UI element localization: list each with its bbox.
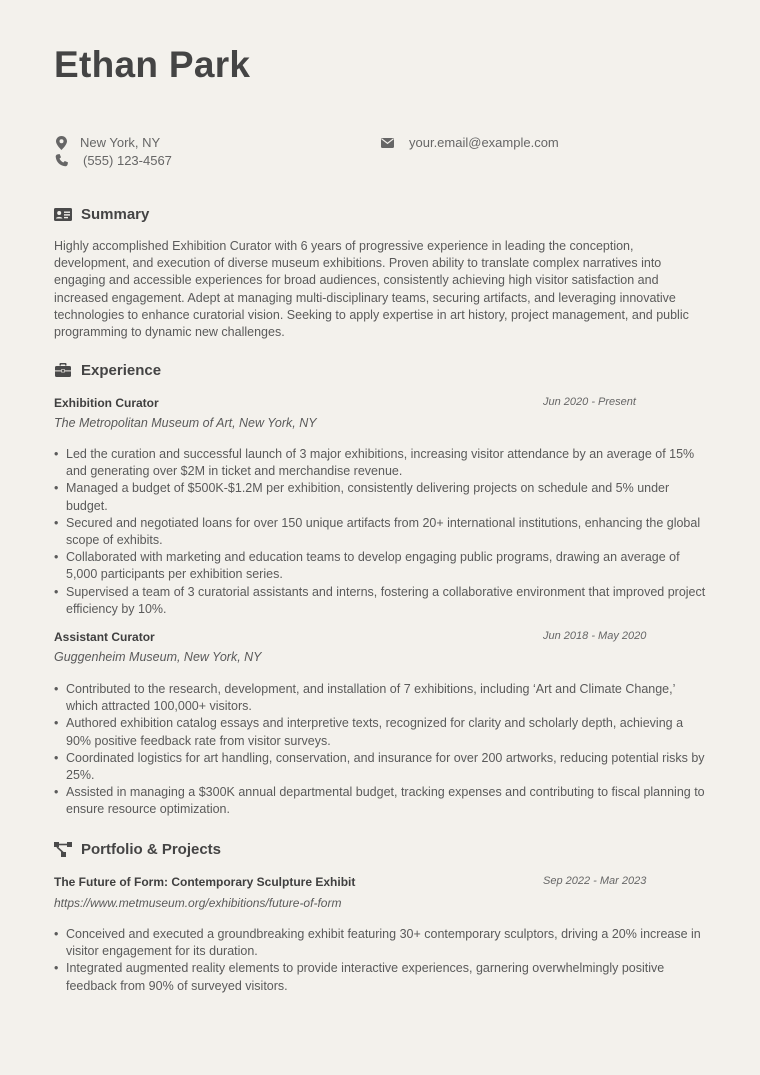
list-item: • Collaborated with marketing and education teams to develop engaging public programs, drawing an average of 5,000 participants per exhibition series. <box>54 549 709 583</box>
briefcase-icon <box>54 361 72 379</box>
list-item: • Conceived and executed a groundbreaking exhibit featuring 30+ contemporary sculptors, driving a 20% increase in visitor engagement for its duration. <box>54 926 709 960</box>
job-dates: Jun 2020 - Present <box>543 396 636 408</box>
job-organization: Guggenheim Museum, New York, NY <box>54 650 262 664</box>
job-title: Exhibition Curator <box>54 396 159 410</box>
location-text: New York, NY <box>80 135 161 150</box>
phone-text: (555) 123-4567 <box>83 153 172 168</box>
list-item: • Managed a budget of $500K-$1.2M per exhibition, consistently delivering projects on schedule and 5% under budget. <box>54 480 709 514</box>
phone-icon <box>54 154 68 168</box>
list-item: • Supervised a team of 3 curatorial assistants and interns, fostering a collaborative environment that improved project efficiency by 10%. <box>54 584 709 618</box>
job-title: Assistant Curator <box>54 630 155 644</box>
job-bullets <box>54 681 709 819</box>
contact-location <box>54 135 160 150</box>
list-item: • Authored exhibition catalog essays and interpretive texts, recognized for clarity and scholarly depth, achieving a 90% positive feedback rate from visitor surveys. <box>54 715 709 749</box>
list-item: • Coordinated logistics for art handling, conservation, and insurance for over 200 artworks, reducing potential risks by 25%. <box>54 750 709 784</box>
project-url-link[interactable]: https://www.metmuseum.org/exhibitions/future-of-form <box>54 896 342 910</box>
section-title: Portfolio & Projects <box>81 840 222 858</box>
list-item: • Assisted in managing a $300K annual departmental budget, tracking expenses and contributing to fiscal planning to ensure resource optimization. <box>54 784 709 818</box>
list-item: • Led the curation and successful launch of 3 major exhibitions, increasing visitor attendance by an average of 15% and generating over $2M in ticket and merchandise revenue. <box>54 446 709 480</box>
summary-text: Highly accomplished Exhibition Curator with 6 years of progressive experience in leading the conception, development, and execution of diverse museum exhibitions. Proven ability to translate complex narratives into engaging and accessible experiences for broad audiences, consistently achieving high visitor satisfaction and increased engagement. Adept at managing multi-disciplinary teams, securing artifacts, and leveraging innovative technologies to enhance curatorial vision. Seeking to apply expertise in art history, project management, and public programming to dynamic new challenges. <box>54 239 689 340</box>
list-item: • Contributed to the research, development, and installation of 7 exhibitions, including ‘Art and Climate Change,’ which attracted 100,000+ visitors. <box>54 681 709 715</box>
list-item: • Secured and negotiated loans for over 150 unique artifacts from 20+ international institutions, enhancing the global scope of exhibits. <box>54 515 709 549</box>
contact-email[interactable] <box>380 135 559 150</box>
job-bullets <box>54 446 709 618</box>
section-title: Summary <box>81 205 150 223</box>
id-card-icon <box>54 205 72 223</box>
experience-heading <box>54 361 161 379</box>
summary-heading <box>54 205 149 223</box>
email-link[interactable]: your.email@example.com <box>409 135 559 150</box>
map-pin-icon <box>54 136 68 150</box>
contact-phone <box>54 153 172 168</box>
project-title: The Future of Form: Contemporary Sculpture Exhibit <box>54 875 356 889</box>
candidate-name: Ethan Park <box>54 44 251 85</box>
list-item: • Integrated augmented reality elements to provide interactive experiences, garnering overwhelmingly positive feedback from 90% of surveyed visitors. <box>54 960 709 994</box>
envelope-icon <box>380 136 394 150</box>
project-diagram-icon <box>54 840 72 858</box>
projects-heading <box>54 840 221 858</box>
project-bullets <box>54 926 709 995</box>
section-title: Experience <box>81 361 162 379</box>
project-dates: Sep 2022 - Mar 2023 <box>543 875 647 887</box>
job-organization: The Metropolitan Museum of Art, New York, NY <box>54 416 317 430</box>
job-dates: Jun 2018 - May 2020 <box>543 630 647 642</box>
